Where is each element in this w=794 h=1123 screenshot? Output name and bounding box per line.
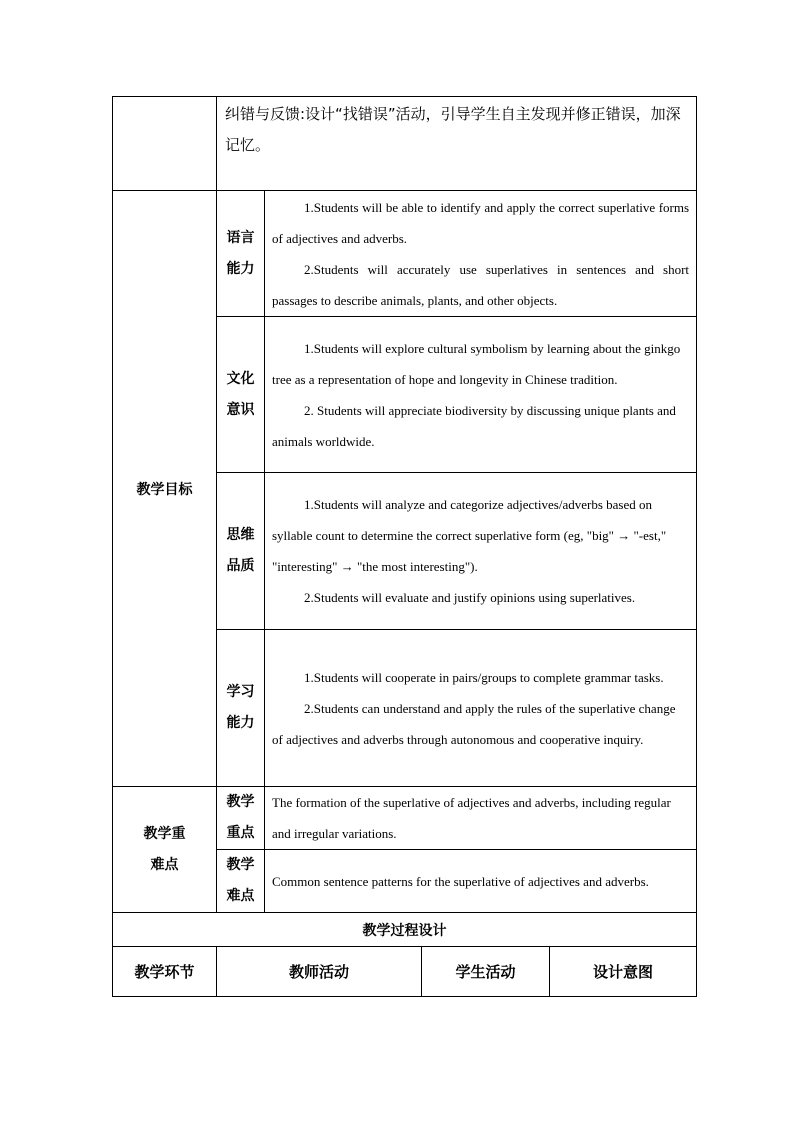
key-point-sub-cell [217,850,265,913]
process-title: 教学过程设计 [113,913,697,947]
objective-row [113,191,697,317]
key-point-text: Common sentence patterns for the superlative of adjectives and adverbs. [272,873,649,889]
lesson-plan-table [112,96,697,997]
header-design-intent: 设计意图 [550,947,697,997]
key-points-label: 教学重难点 [113,787,217,913]
key-point-text: The formation of the superlative of adjectives and adverbs, including regular and irregular variations. [272,795,671,841]
objective-sub-cell [217,473,265,630]
key-point-sub-cell [217,787,265,850]
objective-point: 1.Students will explore cultural symbolism by learning about the ginkgo tree as a representation of hope and longevity in Chinese tradition. [272,340,681,387]
intro-row [113,97,697,191]
key-point-content [265,787,697,850]
key-point-sub-label: 教学重点 [226,794,255,841]
objective-point: 1.Students will cooperate in pairs/groups to complete grammar tasks. [304,669,664,685]
header-stage: 教学环节 [113,947,217,997]
objectives-label: 教学目标 [113,191,217,787]
intro-cell [217,97,697,191]
objective-point: 2. Students will appreciate biodiversity by discussing unique plants and animals worldwide. [272,402,676,449]
objective-sub-label: 语言能力 [226,229,255,277]
objective-content [265,473,697,630]
objective-content [265,191,697,317]
objective-point: 2.Students will evaluate and justify opinions using superlatives. [304,590,636,605]
objective-point: 2.Students will accurately use superlatives in sentences and short passages to describe animals, plants, and other objects. [272,261,690,308]
objective-sub-label: 文化意识 [226,370,255,418]
key-point-content [265,850,697,913]
objective-point: 2.Students can understand and apply the rules of the superlative change of adjectives and adverbs through autonomous and cooperative inquiry. [272,700,676,747]
objective-sub-cell [217,630,265,787]
objective-content [265,630,697,787]
key-point-row [113,787,697,850]
objective-sub-label: 学习能力 [226,684,255,731]
objective-sub-label: 思维品质 [226,527,255,574]
header-student-activity: 学生活动 [422,947,550,997]
objective-content [265,317,697,473]
intro-text: 纠错与反馈:设计“找错误”活动，引导学生自主发现并修正错误，加深记忆。 [225,105,681,154]
objective-sub-cell [217,317,265,473]
process-title-row [113,913,697,947]
objective-point: 1.Students will be able to identify and apply the correct superlative forms of adjectives and adverbs. [272,199,690,246]
objective-sub-cell [217,191,265,317]
process-header-row [113,947,697,997]
key-point-sub-label: 教学难点 [226,857,255,904]
header-teacher-activity: 教师活动 [217,947,422,997]
intro-label-cell [113,97,217,191]
objective-point: 1.Students will analyze and categorize adjectives/adverbs based on syllable count to determine the correct superlative form (eg, "big" → "-est," "interesting" → "the most interesting"). [272,497,667,574]
